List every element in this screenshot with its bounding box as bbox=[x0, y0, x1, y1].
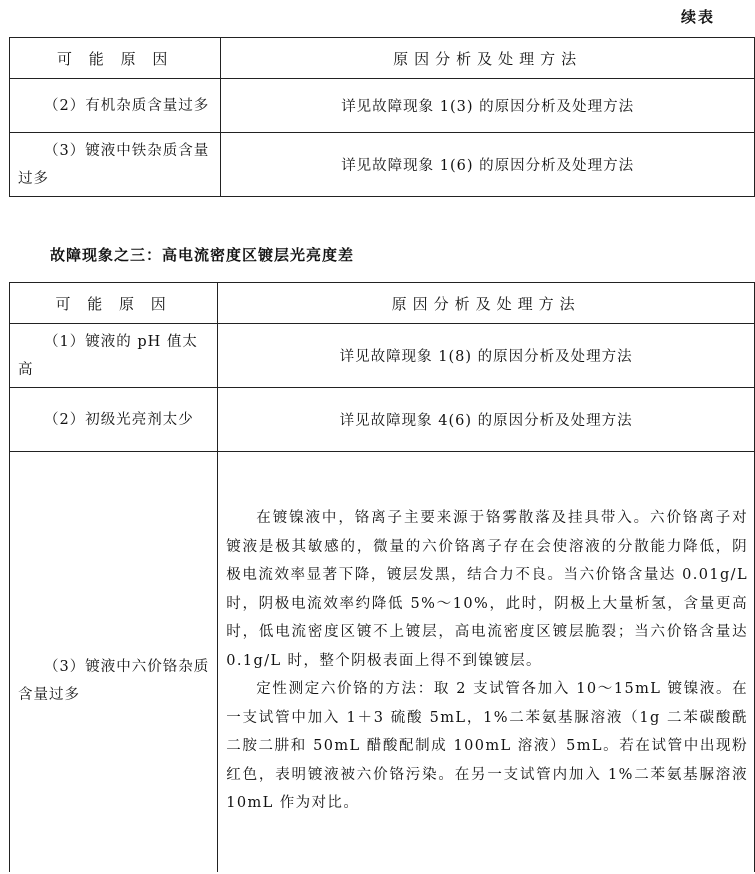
table-row bbox=[10, 324, 755, 388]
header-analysis: 原因分析及处理方法 bbox=[221, 38, 755, 79]
header-reason: 可 能 原 因 bbox=[10, 38, 221, 79]
reason-cell: （2）初级光亮剂太少 bbox=[10, 388, 218, 452]
reason-cell: （3）镀液中铁杂质含量过多 bbox=[10, 133, 221, 197]
analysis-paragraph-2: 定性测定六价铬的方法：取 2 支试管各加入 10～15mL 镀镍液。在一支试管中加入 1＋3 硫酸 5mL，1%二苯氨基脲溶液（1g 二苯碳酸酰二胺二肼和 50mL 醋酸配制成 100mL 溶液）5mL。若在试管中出现粉红色，表明镀液被六价铬污染。在另一支试管内加入 1%二苯氨基脲溶液 10mL 作为对比。 bbox=[226, 681, 748, 811]
analysis-cell: 详见故障现象 4(6) 的原因分析及处理方法 bbox=[218, 388, 755, 452]
table-fault-3 bbox=[9, 282, 755, 872]
table-header-row bbox=[10, 283, 755, 324]
continued-label: 续表 bbox=[680, 8, 715, 26]
analysis-cell: 详见故障现象 1(8) 的原因分析及处理方法 bbox=[218, 324, 755, 388]
header-analysis: 原因分析及处理方法 bbox=[218, 283, 755, 324]
analysis-cell-long bbox=[218, 452, 755, 872]
table-continued bbox=[9, 37, 755, 197]
header-reason: 可 能 原 因 bbox=[10, 283, 218, 324]
table-header-row bbox=[10, 38, 755, 79]
reason-cell: （1）镀液的 pH 值太高 bbox=[10, 324, 218, 388]
table-row bbox=[10, 388, 755, 452]
table-row bbox=[10, 452, 755, 872]
table-row bbox=[10, 79, 755, 133]
analysis-paragraph-1: 在镀镍液中，铬离子主要来源于铬雾散落及挂具带入。六价铬离子对镀液是极其敏感的，微量的六价铬离子存在会使溶液的分散能力降低，阴极电流效率显著下降，镀层发黑，结合力不良。当六价铬含量达 0.01g/L 时，阴极电流效率约降低 5%～10%，此时，阴极上大量析氢，含量更高时，低电流密度区镀不上镀层，高电流密度区镀层脆裂；当六价铬含量达 0.1g/L 时，整个阴极表面上得不到镍镀层。 bbox=[226, 510, 748, 669]
analysis-cell: 详见故障现象 1(6) 的原因分析及处理方法 bbox=[221, 133, 755, 197]
reason-cell: （2）有机杂质含量过多 bbox=[10, 79, 221, 133]
section-title: 故障现象之三：高电流密度区镀层光亮度差 bbox=[50, 246, 355, 264]
reason-cell: （3）镀液中六价铬杂质含量过多 bbox=[10, 452, 218, 872]
analysis-cell: 详见故障现象 1(3) 的原因分析及处理方法 bbox=[221, 79, 755, 133]
table-row bbox=[10, 133, 755, 197]
